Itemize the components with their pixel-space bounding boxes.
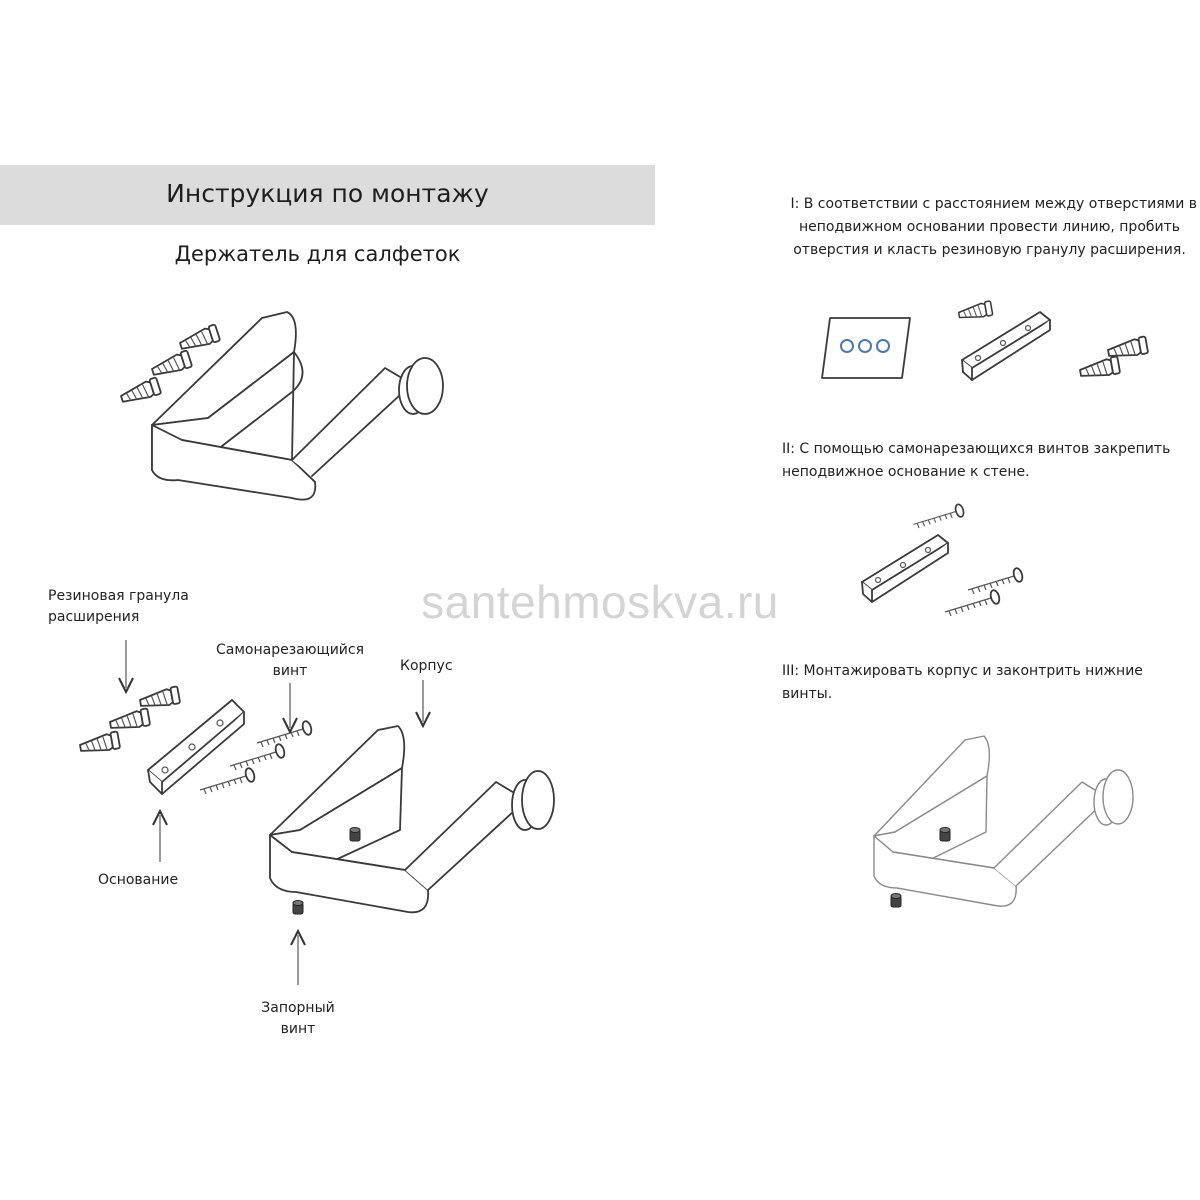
step1-drawing bbox=[822, 301, 1148, 380]
label-rubber-plug: Резиновая гранула расширения bbox=[48, 588, 189, 625]
screw-icon bbox=[230, 743, 286, 770]
base-bracket-icon bbox=[962, 312, 1050, 380]
rubber-plug-icon bbox=[119, 377, 161, 405]
screw-icon bbox=[200, 767, 256, 794]
holder-body-icon bbox=[270, 726, 554, 912]
screw-icon bbox=[257, 720, 313, 747]
lock-screw-icon bbox=[350, 828, 360, 842]
watermark: santehmoskva.ru bbox=[421, 576, 779, 628]
step-2-text: II: С помощью самонарезающихся винтов закрепить неподвижное основание к стене. bbox=[782, 441, 1171, 480]
page-title: Инструкция по монтажу bbox=[166, 179, 489, 208]
label-self-tapping-screw: Самонарезающийся винт bbox=[215, 642, 365, 679]
screw-icon bbox=[945, 589, 1001, 616]
label-base: Основание bbox=[98, 872, 179, 888]
arrow-body bbox=[416, 680, 430, 726]
lock-screw-icon bbox=[940, 828, 950, 842]
label-lock-screw: Запорный винт bbox=[261, 1000, 335, 1037]
base-bracket-icon bbox=[862, 535, 948, 602]
rubber-plug-icon bbox=[1079, 356, 1120, 380]
product-subtitle: Держатель для салфеток bbox=[174, 242, 461, 266]
arrow-screw bbox=[283, 683, 297, 732]
rubber-plug-icon bbox=[79, 731, 120, 755]
step2-drawing bbox=[862, 503, 1024, 616]
rubber-plug-icon bbox=[139, 686, 180, 710]
arrow-lock-screw bbox=[291, 931, 305, 985]
step-3-text: III: Монтажировать корпус и законтрить нижние винты. bbox=[782, 663, 1143, 702]
screw-icon bbox=[968, 567, 1024, 594]
arrow-plug bbox=[119, 640, 133, 692]
rubber-plug-icon bbox=[150, 350, 192, 378]
screw-icon bbox=[914, 503, 965, 528]
rubber-plug-icon bbox=[178, 324, 220, 352]
base-bracket-icon bbox=[148, 700, 244, 794]
arrow-base bbox=[153, 811, 167, 862]
label-body: Корпус bbox=[400, 658, 453, 674]
lock-screw-icon bbox=[293, 901, 303, 915]
step3-drawing bbox=[874, 736, 1133, 907]
rubber-plug-icon bbox=[109, 708, 150, 732]
assembled-holder-drawing bbox=[119, 312, 443, 500]
lock-screw-icon bbox=[891, 894, 901, 908]
rubber-plug-icon bbox=[958, 301, 993, 321]
step-1-text: I: В соответствии с расстоянием между отверстиями в неподвижном основании провести линию, пробить отверстия и класть резиновую гранулу расширения. bbox=[790, 196, 1197, 258]
exploded-view-drawing bbox=[79, 640, 554, 985]
